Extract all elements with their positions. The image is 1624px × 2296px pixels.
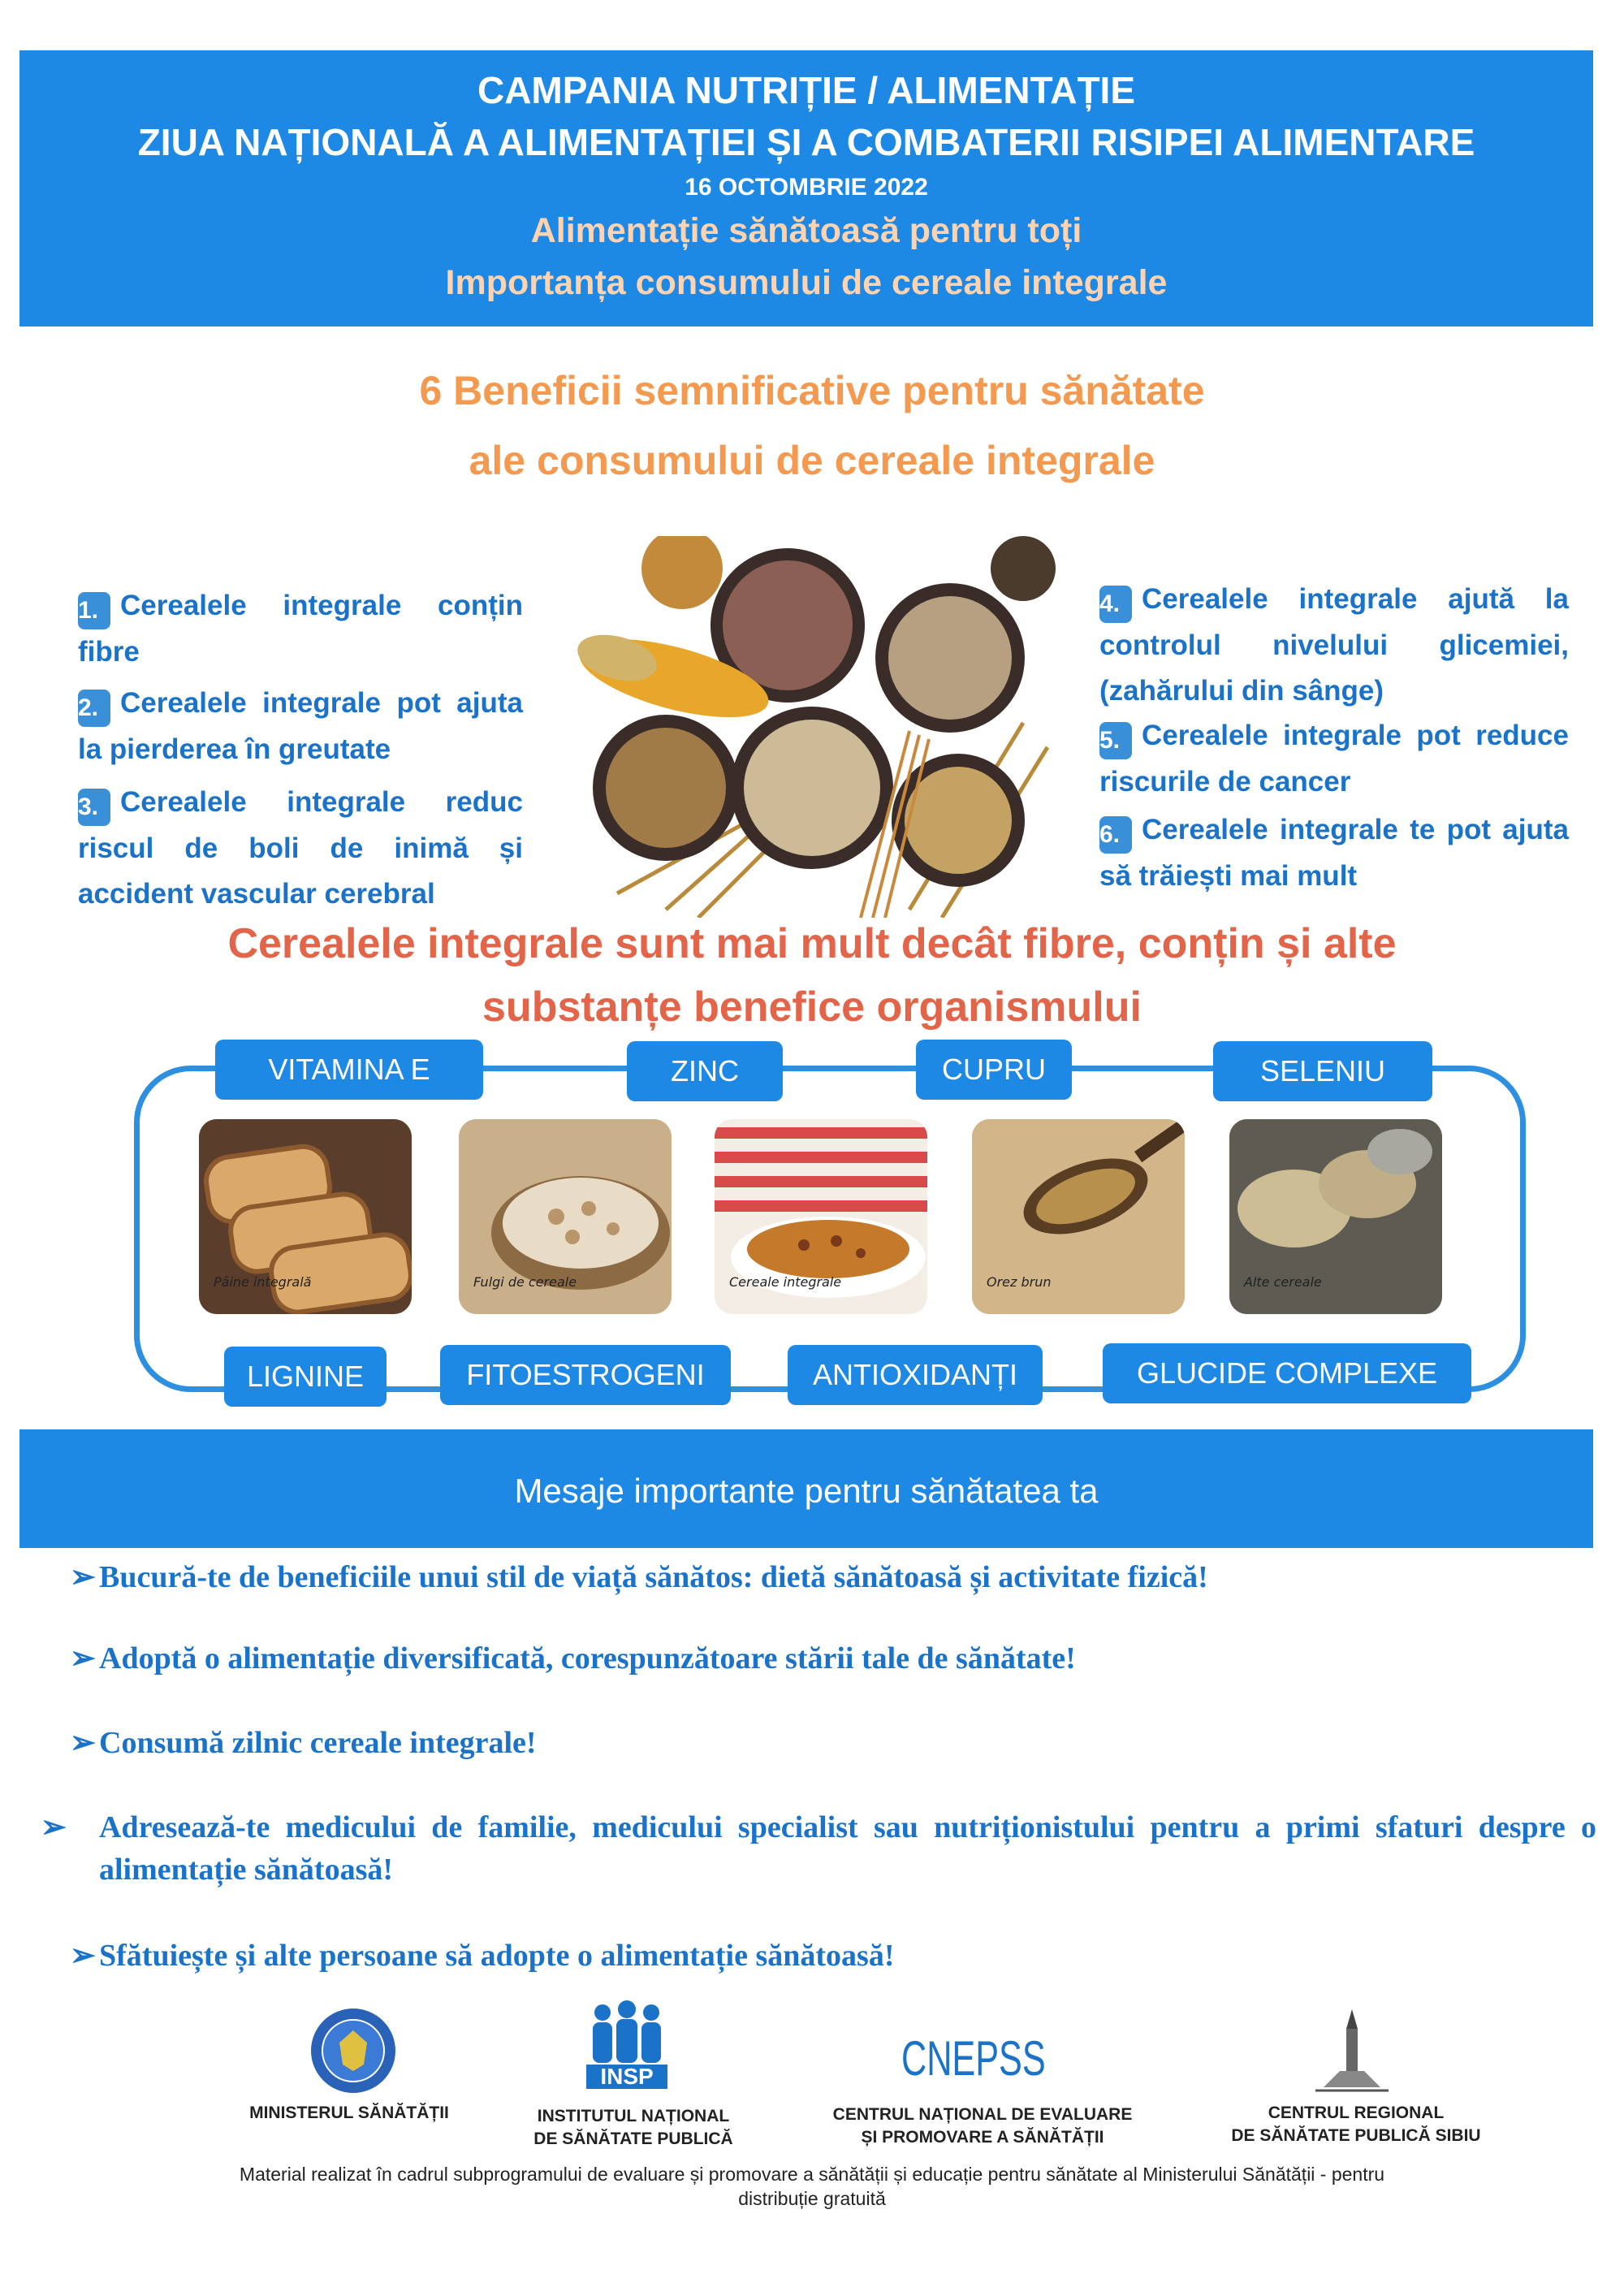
cnepss-label: CENTRUL NAȚIONAL DE EVALUARE ȘI PROMOVARE A SĂNĂTĂȚII [832,2105,1133,2147]
more-than-fiber-heading: Cerealele integrale sunt mai mult decât fibre, conțin și alte [227,920,1397,967]
whole-cereal-bowl-photo [715,1119,927,1314]
sibiu-label: CENTRUL REGIONAL DE SĂNĂTATE PUBLICĂ SIBIU [1231,2104,1481,2145]
arrow-bullet-icon: ➢ [70,1560,96,1594]
cnepss-logo: CNEPSS [901,2031,1046,2086]
sibiu-tower-icon [1315,2006,1389,2099]
messages-title: Mesaje importante pentru sănătatea ta [514,1472,1099,1510]
message-item: ➢ Consumă zilnic cereale integrale! [70,1722,1596,1764]
ministry-seal-icon [309,2006,398,2099]
nutrient-label: VITAMINA E [215,1040,483,1100]
footer-note: Material realizat în cadrul subprogramului de evaluare și promovare a sănătății și educație pentru sănătate al Ministerului Sănătății - pentru distribuție gratuită [239,2164,1385,2209]
event-date: 16 OCTOMBRIE 2022 [685,174,928,201]
photo-caption: Alte cereale [1244,1274,1322,1290]
more-than-fiber-heading-2: substanțe benefice organismului [482,984,1142,1031]
benefits-title-2: ale consumului de cereale integrale [469,438,1155,483]
brown-rice-photo [972,1119,1185,1314]
photo-caption: Cereale integrale [729,1274,842,1290]
message-item: ➢ Bucură-te de beneficiile unui stil de viață sănătos: dietă sănătoasă și activitate fizică! [70,1556,1596,1598]
messages-header [19,1429,1593,1548]
arrow-bullet-icon: ➢ [70,1641,96,1676]
event-title: ZIUA NAȚIONALĂ A ALIMENTAȚIEI ȘI A COMBATERII RISIPEI ALIMENTARE [137,121,1475,163]
cereal-flakes-photo [459,1119,672,1314]
number-badge: 6. [1099,816,1132,854]
benefit-item: 6. Cerealele integrale te pot ajuta să trăiești mai mult [1099,814,1569,892]
number-badge: 5. [1099,722,1132,759]
benefit-item: 3. Cerealele integrale reduc riscul de boli de inimă și accident vascular cerebral [78,786,523,910]
number-badge: 1. [78,592,110,629]
arrow-bullet-icon: ➢ [70,1939,96,1973]
whole-grains-photo [568,536,1056,918]
insp-mark: INSP [600,2064,654,2089]
campaign-title: CAMPANIA NUTRIȚIE / ALIMENTAȚIE [477,69,1136,111]
photo-caption: Pâine integrală [214,1274,312,1290]
insp-label: INSTITUTUL NAȚIONAL DE SĂNĂTATE PUBLICĂ [533,2107,733,2148]
nutrient-label: GLUCIDE COMPLEXE [1103,1343,1471,1403]
number-badge: 4. [1099,586,1132,623]
photo-caption: Orez brun [987,1274,1052,1290]
arrow-bullet-icon: ➢ [41,1810,67,1844]
nutrient-label: CUPRU [916,1040,1072,1100]
campaign-header [19,50,1593,326]
benefit-item: 1. Cerealele integrale conțin fibre [78,590,523,668]
nutrient-label: ZINC [627,1041,783,1101]
other-cereals-photo [1229,1119,1442,1314]
nutrient-label: LIGNINE [224,1347,387,1407]
nutrient-label: SELENIU [1213,1041,1432,1101]
benefit-item: 4. Cerealele integrale ajută la controlul nivelului glicemiei, (zahărului din sânge) [1099,583,1569,707]
nutrient-label: FITOESTROGENI [440,1345,731,1405]
message-item: ➢ Adresează-te medicului de familie, medicului specialist sau nutriționistului pentru a primi sfaturi despre o alimentație sănătoasă! [70,1806,1596,1891]
nutrient-label: ANTIOXIDANȚI [788,1345,1043,1405]
benefit-item: 2. Cerealele integrale pot ajuta la pierderea în greutate [78,687,523,765]
benefit-item: 5. Cerealele integrale pot reduce riscurile de cancer [1099,720,1569,798]
message-item: ➢ Sfătuiește și alte persoane să adopte o alimentație sănătoasă! [70,1935,1596,1977]
benefits-title: 6 Beneficii semnificative pentru sănătate [419,368,1205,413]
insp-logo-icon [586,2000,667,2093]
number-badge: 3. [78,789,110,826]
message-item: ➢ Adoptă o alimentație diversificată, corespunzătoare stării tale de sănătate! [70,1637,1596,1680]
campaign-subtitle-2: Importanța consumului de cereale integrale [445,263,1168,302]
number-badge: 2. [78,690,110,727]
ministry-label: MINISTERUL SĂNĂTĂȚII [249,2104,449,2122]
arrow-bullet-icon: ➢ [70,1726,96,1760]
bread-photo [199,1119,412,1314]
photo-caption: Fulgi de cereale [473,1274,577,1290]
campaign-subtitle: Alimentație sănătoasă pentru toți [530,211,1082,250]
